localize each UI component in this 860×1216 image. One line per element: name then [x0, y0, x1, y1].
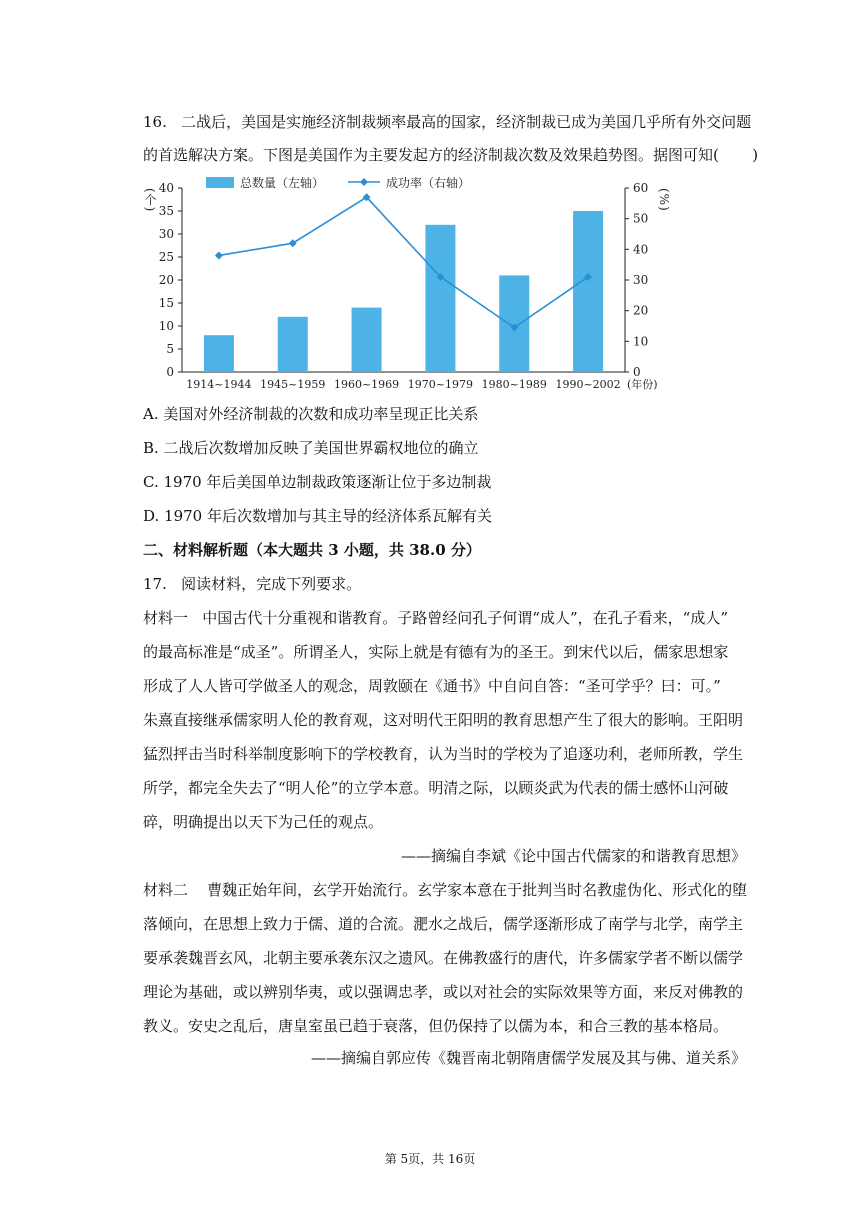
- line-point: [215, 251, 223, 259]
- material1-line: 材料一 中国古代十分重视和谐教育。子路曾经问孔子何谓“成人”，在孔子看来，“成人”: [143, 609, 728, 627]
- legend-line-label: 成功率（右轴）: [386, 176, 471, 190]
- option-d[interactable]: D. 1970 年后次数增加与其主导的经济体系瓦解有关: [143, 507, 492, 525]
- left-tick-label: 30: [158, 227, 174, 241]
- right-tick-label: 10: [633, 334, 649, 349]
- page-footer: 第 5页，共 16页: [384, 1152, 476, 1166]
- right-axis-unit-label: (%): [657, 188, 671, 212]
- material1-line: 所学，都完全失去了“明人伦”的立学本意。明清之际，以顾炎武为代表的儒士感怀山河破: [143, 779, 729, 797]
- material2-line: 落倾向，在思想上致力于儒、道的合流。淝水之战后，儒学逐渐形成了南学与北学，南学主: [143, 915, 744, 933]
- x-tick-label: 1990~2002: [555, 378, 621, 391]
- left-tick-label: 35: [158, 204, 174, 218]
- material1-line: 的最高标准是“成圣”。所谓圣人，实际上就是有德有为的圣王。到宋代以后，儒家思想家: [143, 643, 729, 661]
- x-tick-label: 1980~1989: [481, 378, 547, 391]
- left-tick-label: 20: [158, 273, 174, 287]
- legend-bar-swatch: [206, 177, 234, 188]
- material1-line: 碎，明确提出以天下为己任的观点。: [143, 813, 384, 831]
- line-point: [289, 239, 297, 247]
- material2-line: 教义。安史之乱后，唐皇室虽已趋于衰落，但仍保持了以儒为本，和合三教的基本格局。: [143, 1017, 729, 1035]
- legend-line-marker: [360, 178, 368, 186]
- right-tick-label: 30: [633, 273, 649, 287]
- material1-source: ——摘编自李斌《论中国古代儒家的和谐教育思想》: [400, 847, 746, 865]
- bar: [204, 335, 234, 372]
- option-c[interactable]: C. 1970 年后美国单边制裁政策逐渐让位于多边制裁: [143, 473, 492, 491]
- legend-bar-label: 总数量（左轴）: [240, 176, 325, 190]
- material1-line: 形成了人人皆可学做圣人的观念，周敦颐在《通书》中自问自答：“圣可学乎？曰：可。”: [143, 677, 721, 695]
- bar: [352, 308, 382, 372]
- material2-line: 理论为基础，或以辨别华夷，或以强调忠孝，或以对社会的实际效果等方面，来反对佛教的: [143, 983, 744, 1001]
- chart-legend: [206, 175, 470, 190]
- bar: [278, 317, 308, 372]
- q17-prompt: 17. 阅读材料，完成下列要求。: [143, 575, 362, 593]
- x-tick-label: 1960~1969: [333, 378, 400, 391]
- right-tick-label: 60: [633, 181, 649, 195]
- q16-line-2: 的首选解决方案。下图是美国作为主要发起方的经济制裁次数及效果趋势图。据图可知( ): [143, 146, 759, 164]
- right-tick-label: 40: [633, 242, 649, 257]
- bar: [573, 211, 603, 372]
- x-axis-unit-label: (年份): [627, 378, 658, 391]
- material2-line: 材料二 曹魏正始年间，玄学开始流行。玄学家本意在于批判当时名教虚伪化、形式化的堕: [143, 881, 748, 899]
- material2-source: ——摘编自郭应传《魏晋南北朝隋唐儒学发展及其与佛、道关系》: [310, 1049, 746, 1067]
- section2-heading: 二、材料解析题（本大题共 3 小题，共 38.0 分）: [143, 541, 481, 559]
- left-tick-label: 10: [158, 319, 174, 333]
- q16-line-1: 16. 二战后，美国是实施经济制裁频率最高的国家，经济制裁已成为美国几乎所有外交问题: [143, 113, 752, 131]
- left-tick-label: 15: [158, 296, 174, 310]
- option-a[interactable]: A. 美国对外经济制裁的次数和成功率呈现正比关系: [143, 405, 479, 423]
- material1-line: 朱熹直接继承儒家明人伦的教育观，这对明代王阳明的教育思想产生了很大的影响。王阳明: [143, 711, 744, 729]
- left-tick-label: 0: [166, 365, 174, 379]
- left-tick-label: 40: [158, 181, 174, 195]
- x-tick-label: 1914~1944: [186, 378, 252, 391]
- material2-line: 要承袭魏晋玄风，北朝主要承袭东汉之遗风。在佛教盛行的唐代，许多儒家学者不断以儒学: [143, 949, 744, 967]
- right-tick-label: 50: [633, 211, 649, 226]
- material1-line: 猛烈抨击当时科举制度影响下的学校教育，认为当时的学校为了追逐功利，老师所教，学生: [143, 745, 744, 763]
- left-axis-unit-label: (个): [143, 188, 157, 213]
- option-b[interactable]: B. 二战后次数增加反映了美国世界霸权地位的确立: [143, 439, 479, 457]
- sanctions-chart: [140, 170, 700, 400]
- left-tick-label: 25: [158, 250, 174, 264]
- bar: [425, 225, 455, 372]
- right-tick-label: 0: [633, 365, 641, 379]
- right-tick-label: 20: [633, 303, 649, 318]
- left-tick-label: 5: [166, 342, 174, 356]
- x-tick-label: 1945~1959: [260, 378, 326, 391]
- x-tick-label: 1970~1979: [407, 378, 474, 391]
- success-rate-line: [219, 197, 588, 327]
- line-series: [215, 193, 592, 331]
- bar-series: [204, 211, 603, 372]
